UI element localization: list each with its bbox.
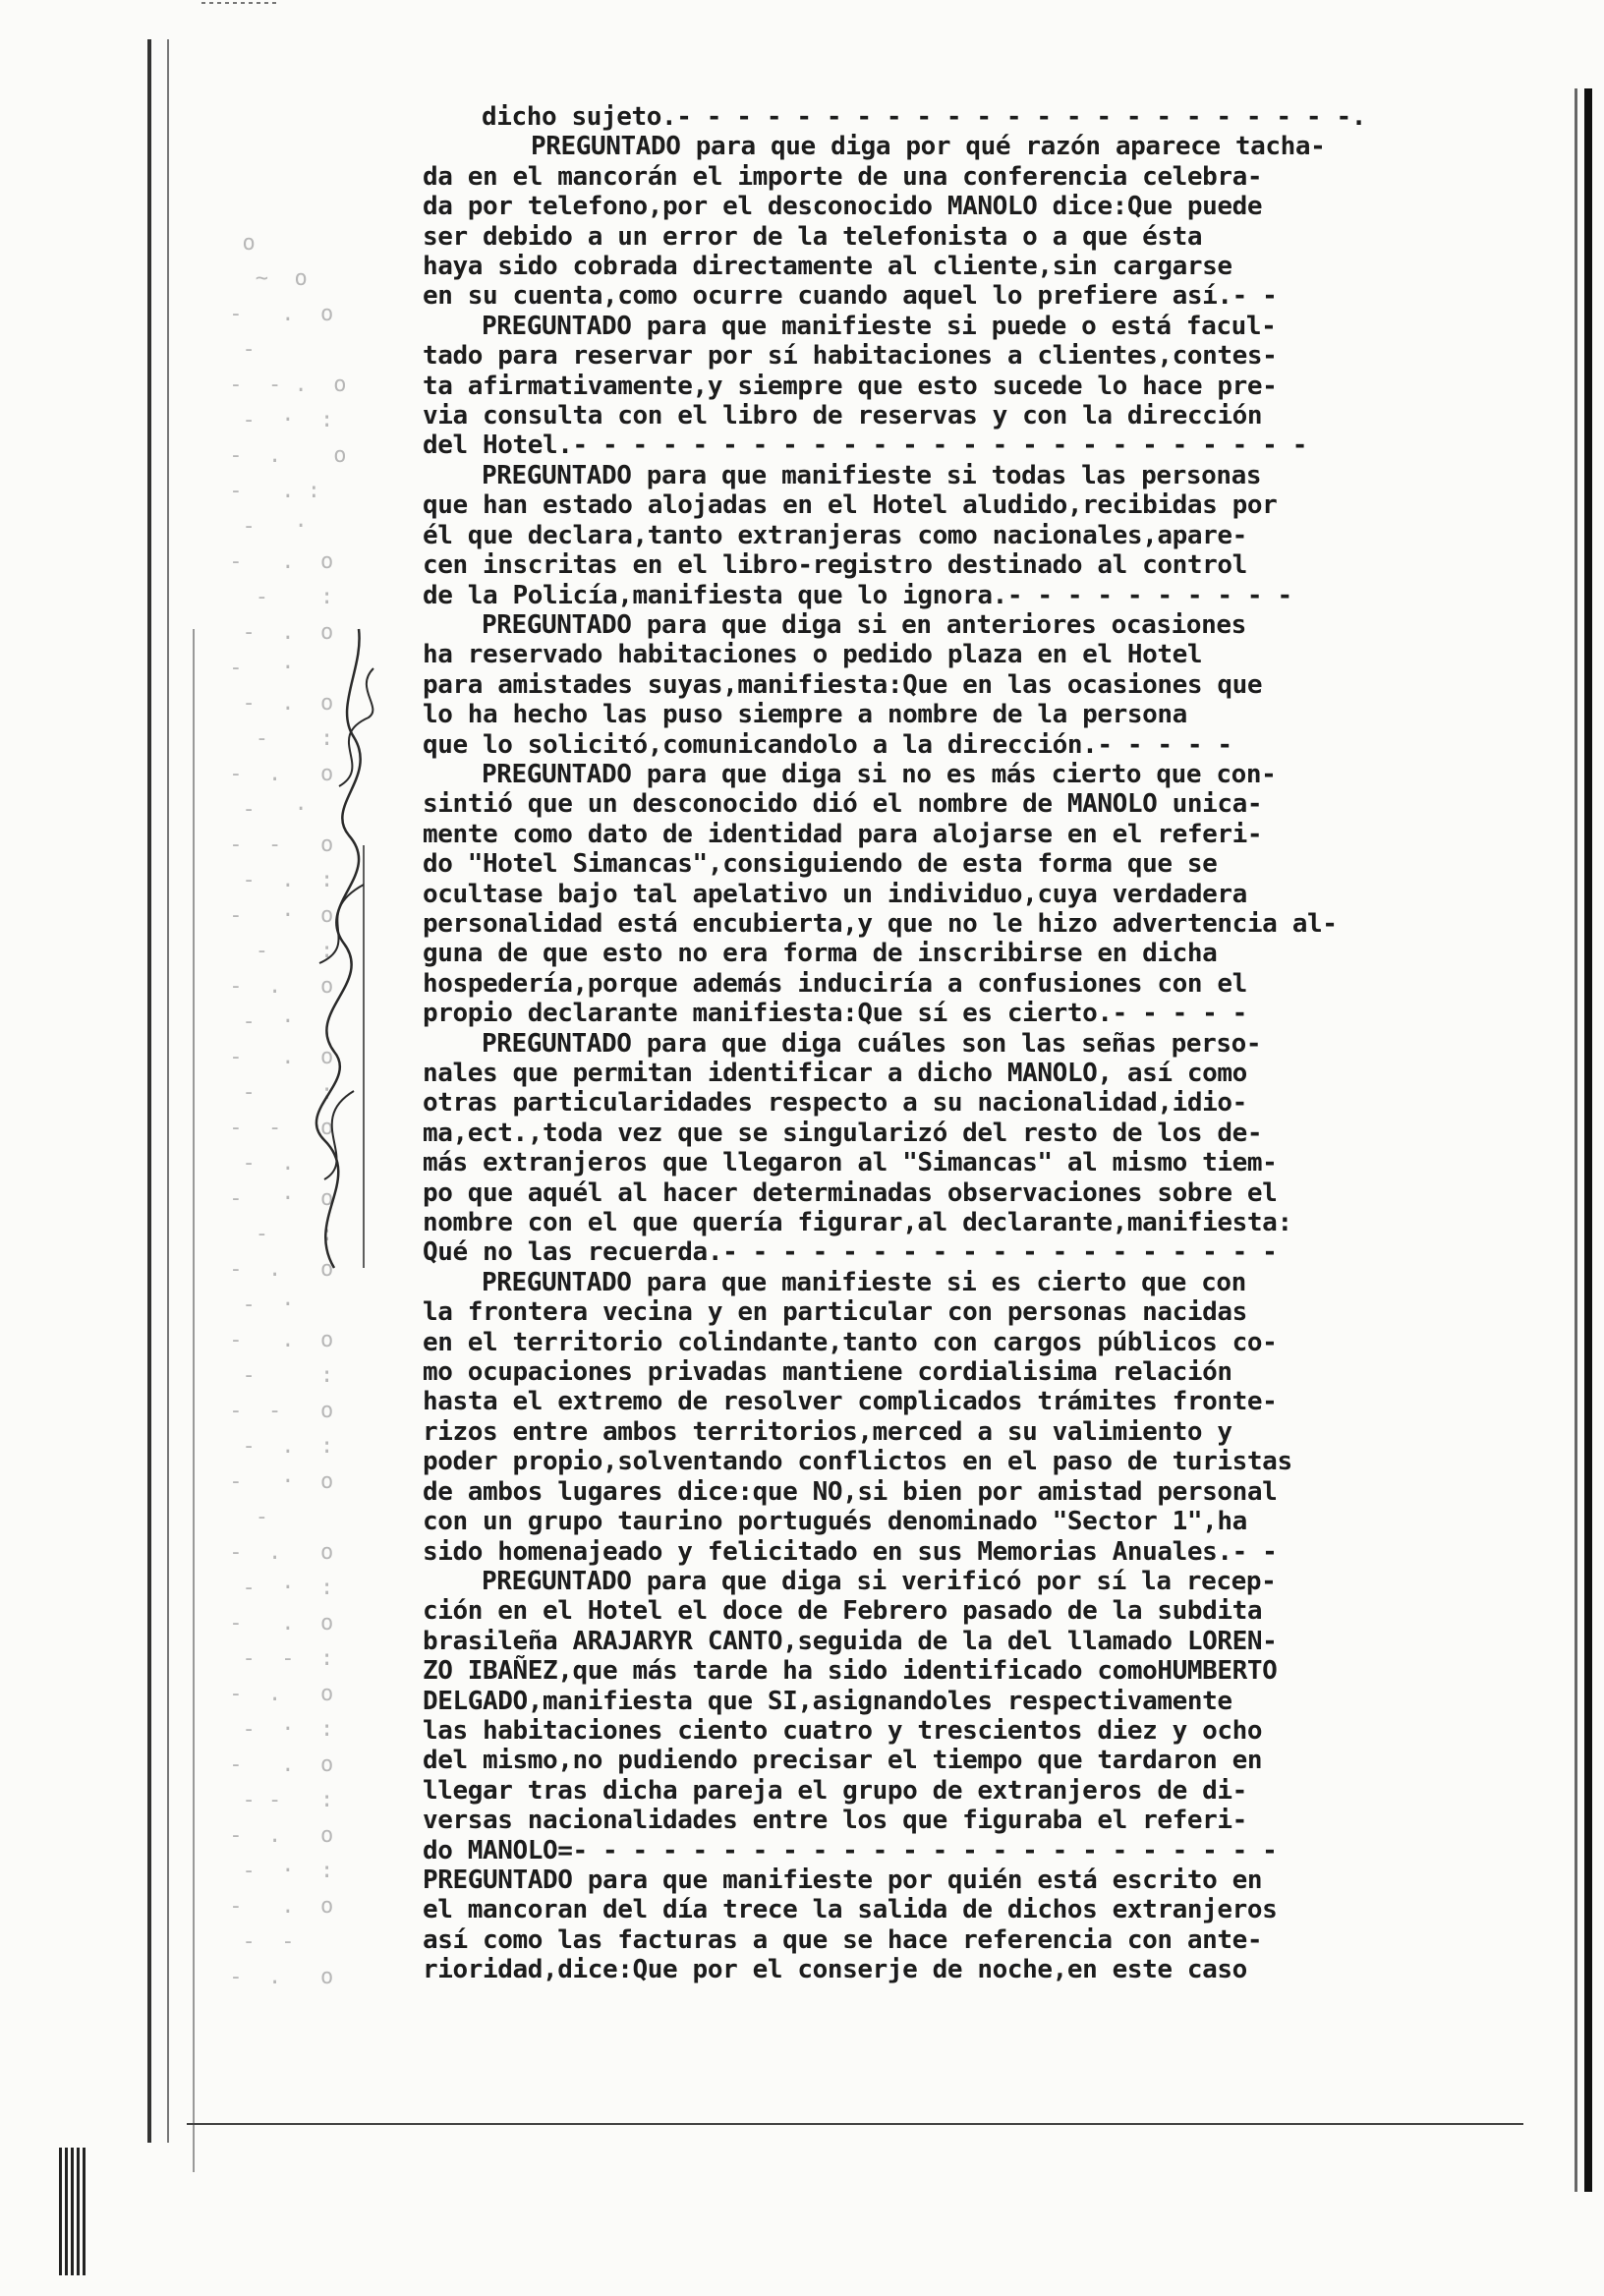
top-edge-mark — [201, 2, 280, 4]
document-line: PREGUNTADO para que diga cuáles son las señas perso- — [482, 1028, 1262, 1059]
document-line: PREGUNTADO para que diga si verificó por sí la recep- — [482, 1566, 1277, 1596]
document-line: ma,ect.,toda vez que se singularizó del resto de los de- — [423, 1118, 1263, 1148]
inner-margin-line — [193, 629, 195, 2172]
document-line: guna de que esto no era forma de inscribirse en dicha — [423, 939, 1218, 969]
document-line: del Hotel.- - - - - - - - - - - - - - - - - - - - - - - - - — [423, 430, 1307, 461]
right-page-edge — [1584, 88, 1592, 2192]
document-line: haya sido cobrada directamente al cliente,sin cargarse — [423, 252, 1232, 282]
document-line: PREGUNTADO para que manifieste si puede o está facul- — [482, 311, 1277, 341]
document-line: nales que permitan identificar a dicho MANOLO, así como — [423, 1059, 1247, 1088]
document-line: PREGUNTADO para que diga si en anteriores ocasiones — [482, 609, 1246, 640]
document-line: para amistades suyas,manifiesta:Que en las ocasiones que — [423, 669, 1263, 700]
document-line: mente como dato de identidad para alojarse en el referi- — [423, 819, 1263, 849]
document-line: da por telefono,por el desconocido MANOLO dice:Que puede — [423, 192, 1263, 222]
document-line: via consulta con el libro de reservas y con la dirección — [423, 401, 1263, 431]
document-line: que han estado alojadas en el Hotel aludido,recibidas por — [423, 490, 1278, 521]
document-line: poder propio,solventando conflictos en el paso de turistas — [423, 1447, 1292, 1477]
handwritten-signature — [265, 590, 403, 1278]
document-line: rizos entre ambos territorios,merced a su valimiento y — [423, 1416, 1232, 1447]
document-line: en su cuenta,como ocurre cuando aquel lo prefiere así.- - — [423, 281, 1278, 312]
document-line: sido homenajeado y felicitado en sus Memorias Anuales.- - — [423, 1536, 1278, 1567]
margin-bleedthrough: o ~ o - . o - - - . o - · : - . o - . : - · - . o - : - . o - · - . o - : - . o - · - - o - . : - · o - : - . o - · - . o - : - - o - . - · o - : - . o - · - . o - : - - o - . : - · o - - . o - · : - . o - - : - . o - · : - . o - - : - . o - · : - . o - - - . o — [229, 231, 347, 1989]
document-line: PREGUNTADO para que manifieste si es cierto que con — [482, 1267, 1246, 1297]
document-line: hasta el extremo de resolver complicados trámites fronte- — [423, 1387, 1278, 1417]
document-line: versas nacionalidades entre los que figuraba el referi- — [423, 1806, 1247, 1836]
document-line: ta afirmativamente,y siempre que esto sucede lo hace pre- — [423, 371, 1278, 401]
document-line: PREGUNTADO para que manifieste si todas las personas — [482, 460, 1262, 490]
document-line: rioridad,dice:Que por el conserje de noche,en este caso — [423, 1955, 1247, 1985]
document-line: la frontera vecina y en particular con personas nacidas — [423, 1297, 1247, 1328]
document-line: da en el mancorán el importe de una conferencia celebra- — [423, 161, 1263, 192]
document-line: tado para reservar por sí habitaciones a clientes,contes- — [423, 341, 1278, 372]
document-line: hospedería,porque además induciría a confusiones con el — [423, 968, 1247, 999]
document-line: del mismo,no pudiendo precisar el tiempo que tardaron en — [423, 1746, 1263, 1776]
document-line: brasileña ARAJARYR CANTO,seguida de la del llamado LOREN- — [423, 1626, 1278, 1656]
document-line: él que declara,tanto extranjeras como nacionales,apare- — [423, 520, 1247, 550]
document-line: así como las facturas a que se hace referencia con ante- — [423, 1924, 1263, 1955]
document-line: PREGUNTADO para que manifieste por quién está escrito en — [423, 1865, 1263, 1895]
document-line: po que aquél al hacer determinadas observaciones sobre el — [423, 1177, 1278, 1208]
document-line: personalidad está encubierta,y que no le hizo advertencia al- — [423, 908, 1338, 939]
document-line: ha reservado habitaciones o pedido plaza en el Hotel — [423, 640, 1203, 670]
document-line: dicho sujeto.- - - - - - - - - - - - - - - - - - - - - - -. — [482, 102, 1366, 132]
document-line: ZO IBAÑEZ,que más tarde ha sido identificado comoHUMBERTO — [423, 1656, 1278, 1687]
document-line: PREGUNTADO para que diga por qué razón aparece tacha- — [531, 132, 1326, 162]
document-line: que lo solicitó,comunicandolo a la dirección.- - - - - — [423, 729, 1232, 760]
document-line: nombre con el que quería figurar,al declarante,manifiesta: — [423, 1208, 1292, 1238]
document-line: en el territorio colindante,tanto con cargos públicos co- — [423, 1327, 1278, 1357]
document-line: do "Hotel Simancas",consiguiendo de esta forma que se — [423, 849, 1218, 880]
document-line: otras particularidades respecto a su nacionalidad,idio- — [423, 1088, 1247, 1119]
document-line: ser debido a un error de la telefonista o a que ésta — [423, 221, 1203, 252]
page-binding-edge — [147, 39, 169, 2143]
document-line: ción en el Hotel el doce de Febrero pasado de la subdita — [423, 1596, 1263, 1627]
document-line: ocultase bajo tal apelativo un individuo,cuya verdadera — [423, 879, 1247, 909]
document-line: lo ha hecho las puso siempre a nombre de la persona — [423, 700, 1187, 730]
document-line: las habitaciones ciento cuatro y trescientos diez y ocho — [423, 1715, 1263, 1746]
document-line: cen inscritas en el libro-registro destinado al control — [423, 550, 1247, 581]
document-line: de la Policía,manifiesta que lo ignora.- - - - - - - - - - — [423, 580, 1292, 610]
document-line: mo ocupaciones privadas mantiene cordialisima relación — [423, 1357, 1232, 1388]
document-line: do MANOLO=- - - - - - - - - - - - - - - - - - - - - - - - — [423, 1835, 1278, 1866]
document-line: de ambos lugares dice:que NO,si bien por amistad personal — [423, 1476, 1278, 1507]
document-body — [423, 102, 1553, 1985]
document-line: el mancoran del día trece la salida de dichos extranjeros — [423, 1895, 1278, 1925]
document-line: sintió que un desconocido dió el nombre de MANOLO unica- — [423, 789, 1263, 820]
document-line: DELGADO,manifiesta que SI,asignandoles respectivamente — [423, 1686, 1232, 1716]
document-line: PREGUNTADO para que diga si no es más cierto que con- — [482, 759, 1277, 789]
document-line: con un grupo taurino portugués denominado "Sector 1",ha — [423, 1507, 1247, 1537]
document-line: llegar tras dicha pareja el grupo de extranjeros de di- — [423, 1775, 1247, 1806]
document-line: propio declarante manifiesta:Que sí es cierto.- - - - - — [423, 999, 1247, 1029]
page-bottom-edge — [187, 2123, 1523, 2125]
document-line: Qué no las recuerda.- - - - - - - - - - - - - - - - - - - — [423, 1237, 1278, 1268]
binding-stripe — [59, 2148, 88, 2275]
right-page-edge-inner — [1575, 88, 1577, 2192]
document-line: más extranjeros que llegaron al "Simancas" al mismo tiem- — [423, 1148, 1278, 1178]
